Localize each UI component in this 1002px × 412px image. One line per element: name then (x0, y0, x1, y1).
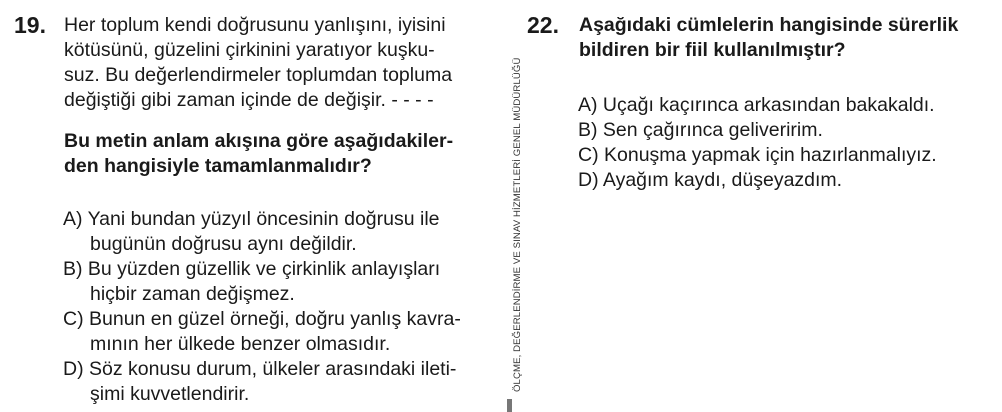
prompt-line: Bu metin anlam akışına göre aşağıdakiler- (64, 130, 454, 152)
question-prompt (579, 13, 958, 63)
answer-options (578, 93, 937, 193)
option-text: D) Söz konusu durum, ülkeler arasındaki ileti- (63, 358, 457, 380)
prompt-line: den hangisiyle tamamlanmalıdır? (64, 155, 372, 177)
option-text: hiçbir zaman değişmez. (90, 283, 295, 305)
stem-line: değiştiği gibi zaman içinde de değişir. - - - - (64, 89, 434, 111)
option-c[interactable]: C) Konuşma yapmak için hazırlanmalıyız. (578, 144, 937, 166)
option-a[interactable] (63, 207, 461, 257)
option-text: şimi kuvvetlendirir. (90, 383, 250, 405)
stem-line: kötüsünü, güzelini çirkinini yaratıyor kuşku- (64, 39, 435, 61)
option-b[interactable] (63, 257, 461, 307)
option-text: C) Bunun en güzel örneği, doğru yanlış kavra- (63, 308, 461, 330)
option-a[interactable]: A) Uçağı kaçırınca arkasından bakakaldı. (578, 94, 935, 116)
option-c[interactable] (63, 307, 461, 357)
option-text: mının her ülkede benzer olmasıdır. (90, 333, 391, 355)
option-text: A) Yani bundan yüzyıl öncesinin doğrusu ile (63, 208, 440, 230)
question-prompt (64, 129, 453, 179)
prompt-line: Aşağıdaki cümlelerin hangisinde sürerlik (579, 14, 959, 36)
sidebar-marker (507, 399, 512, 412)
question-number: 19. (14, 12, 46, 38)
stem-line: suz. Bu değerlendirmeler toplumdan topluma (64, 64, 453, 86)
answer-options (63, 207, 461, 407)
question-stem (64, 13, 452, 113)
option-b[interactable]: B) Sen çağırınca geliveririm. (578, 119, 823, 141)
sidebar-organization-text: ÖLÇME, DEĞERLENDİRME VE SINAV HİZMETLERİ GENEL MÜDÜRLÜĞÜ (512, 57, 523, 392)
stem-line: Her toplum kendi doğrusunu yanlışını, iyisini (64, 14, 446, 36)
option-d[interactable]: D) Ayağım kaydı, düşeyazdım. (578, 169, 843, 191)
option-d[interactable] (63, 357, 461, 407)
prompt-line: bildiren bir fiil kullanılmıştır? (579, 39, 846, 61)
question-number: 22. (527, 12, 559, 38)
option-text: B) Bu yüzden güzellik ve çirkinlik anlayışları (63, 258, 441, 280)
option-text: bugünün doğrusu aynı değildir. (90, 233, 357, 255)
